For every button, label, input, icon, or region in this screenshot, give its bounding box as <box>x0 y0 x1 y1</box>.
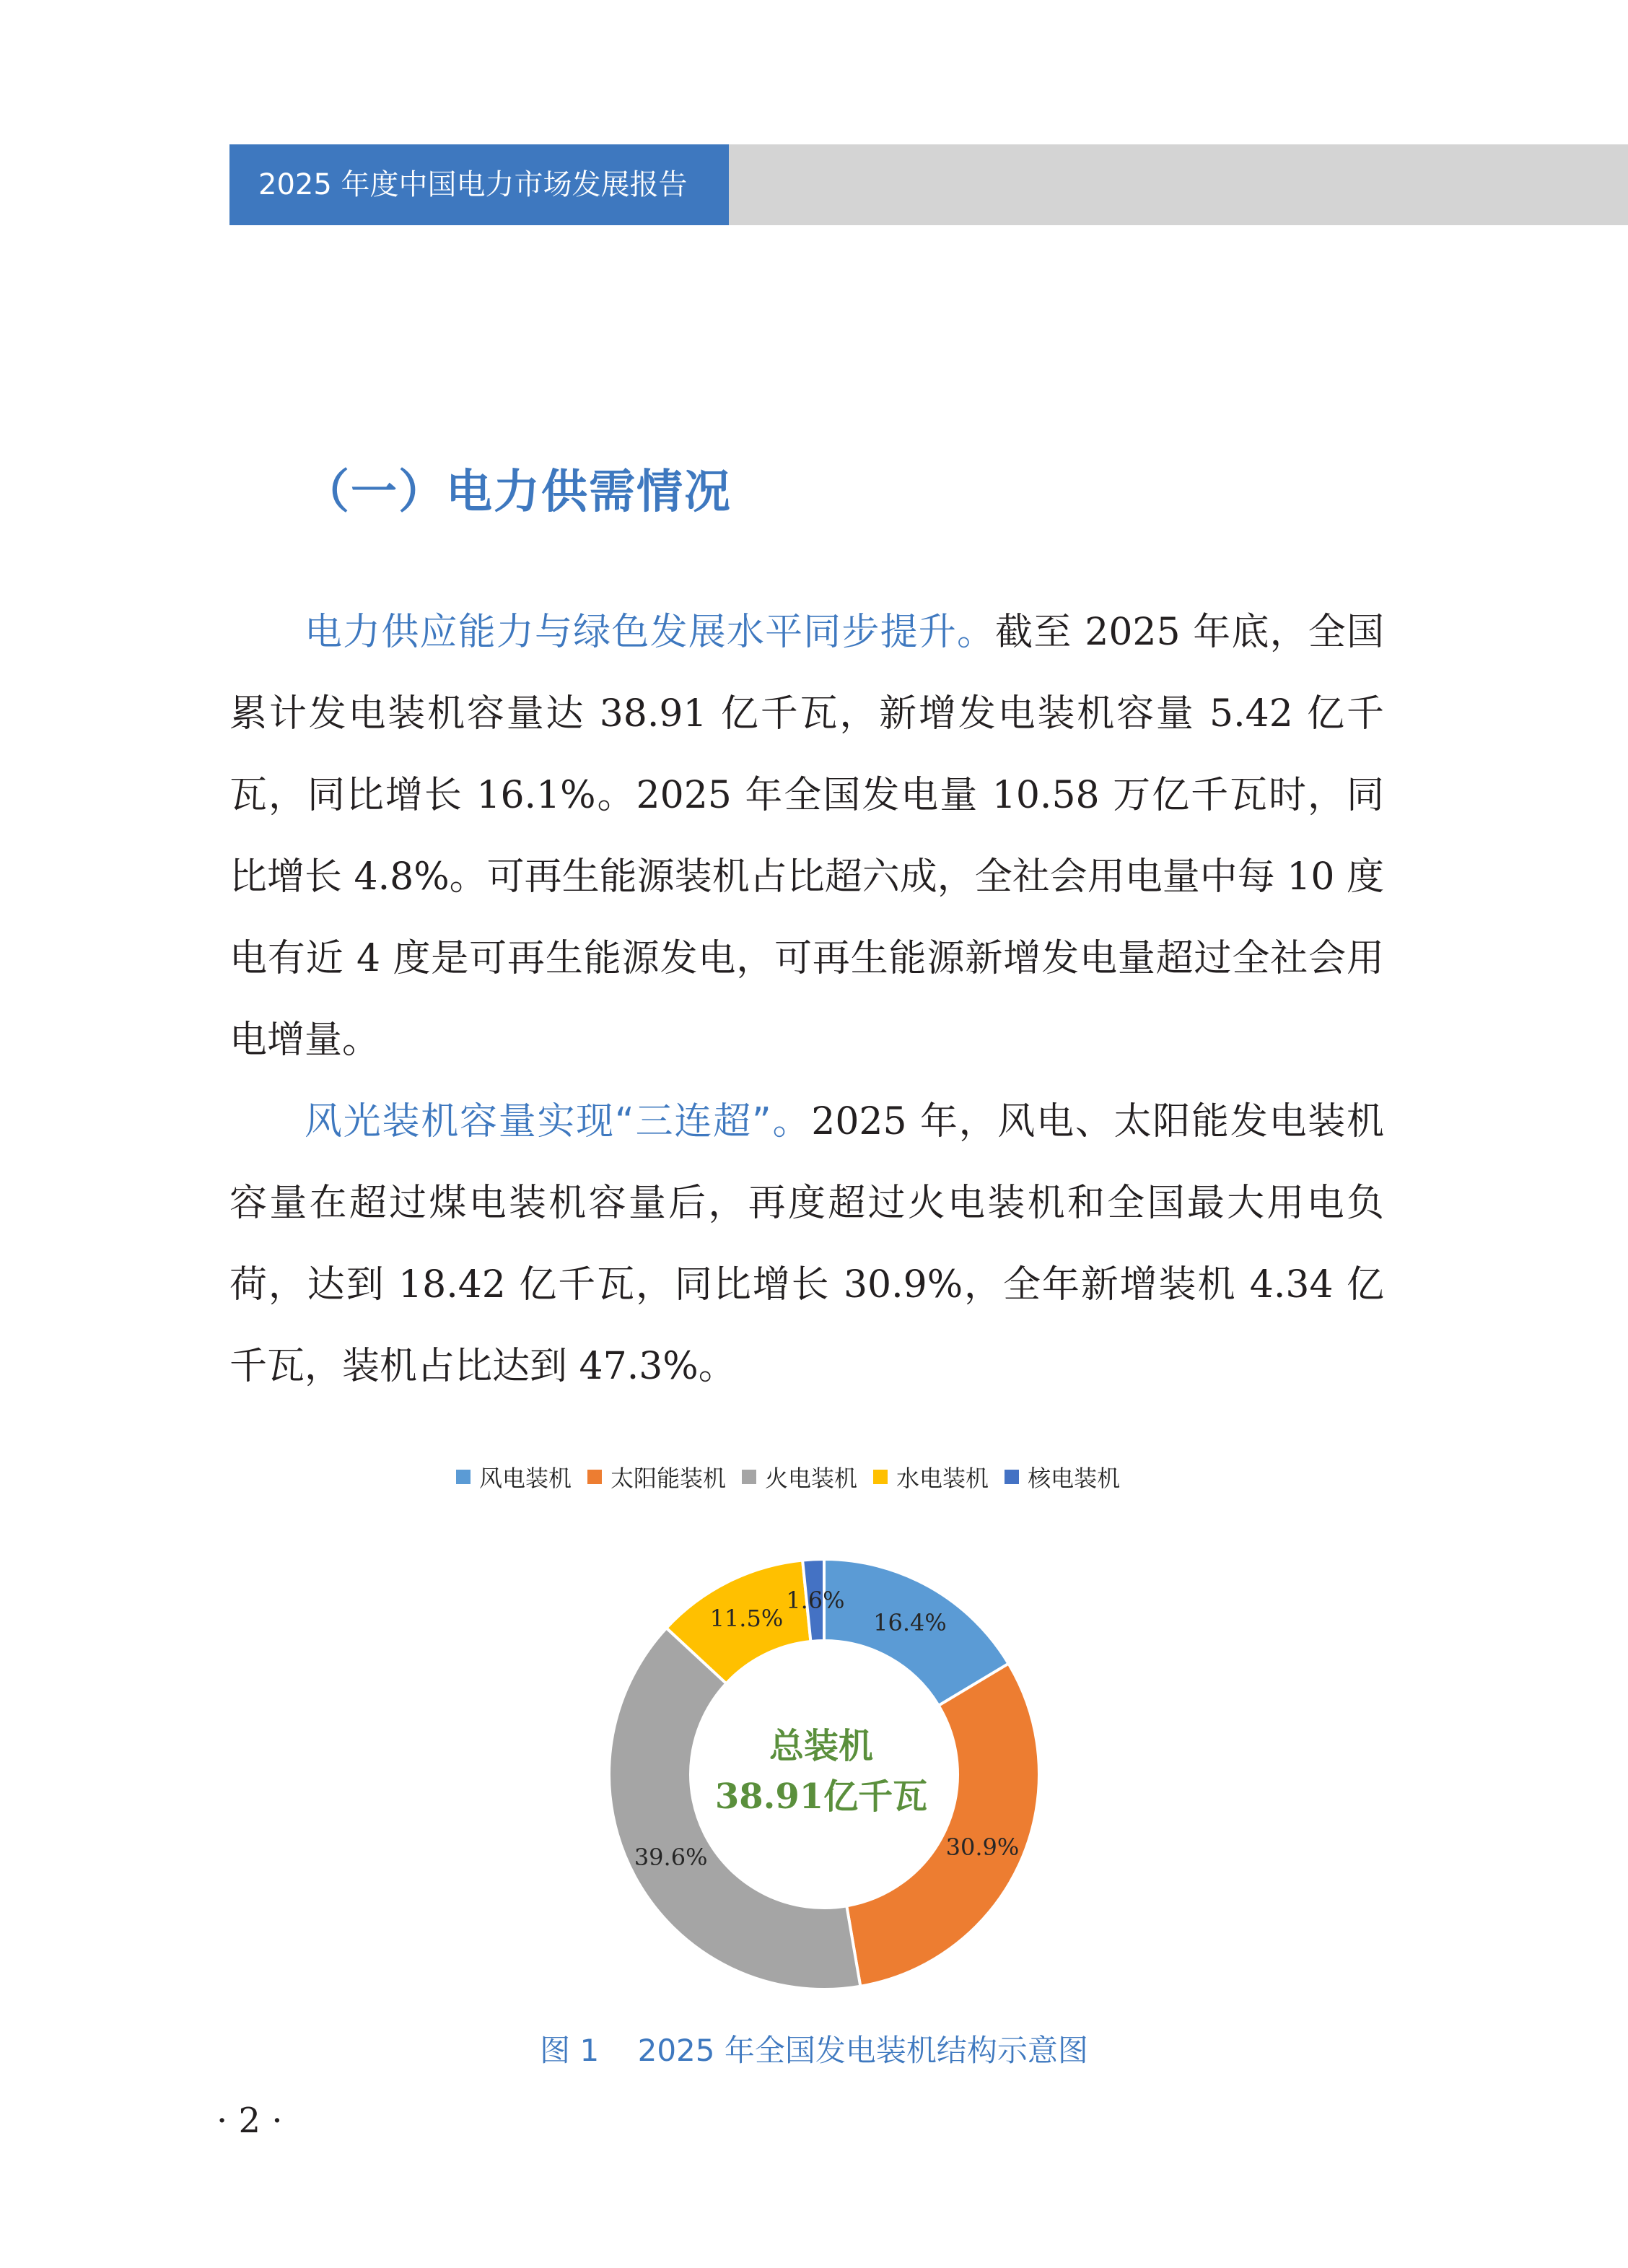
center-label-number: 38.91 <box>714 1776 824 1817</box>
report-header-title: 2025 年度中国电力市场发展报告 <box>229 144 729 225</box>
page-number: · 2 · <box>216 2101 283 2141</box>
legend-label: 核电装机 <box>1028 1465 1121 1492</box>
paragraph-text: 截至 2025 年底，全国累计发电装机容量达 38.91 亿千瓦，新增发电装机容量 5.42 亿千瓦，同比增长 16.1%。2025 年全国发电量 10.58 万亿千瓦时，同比增长 4.8%。可再生能源装机占比超六成，全社会用电量中每 10 度电有近 4 度是可再生能源发电，可再生能源新增发电量超过全社会用电增量。 <box>229 611 1384 1062</box>
slice-data-label: 16.4% <box>873 1608 947 1636</box>
slice-data-label: 11.5% <box>709 1604 784 1632</box>
center-label-unit: 亿千瓦 <box>823 1776 928 1817</box>
legend-label: 水电装机 <box>896 1465 989 1492</box>
slice-data-label: 39.6% <box>634 1844 708 1872</box>
legend-label: 风电装机 <box>479 1465 572 1492</box>
donut-slice-1 <box>846 1664 1039 1986</box>
legend-label: 火电装机 <box>765 1465 858 1492</box>
paragraph-text: 2025 年，风电、太阳能发电装机容量在超过煤电装机容量后，再度超过火电装机和全国最大用电负荷，达到 18.42 亿千瓦，同比增长 30.9%，全年新增装机 4.34 亿千瓦，装机占比达到 47.3%。 <box>229 1100 1384 1388</box>
slice-data-label: 1.6% <box>786 1586 845 1614</box>
center-label-total <box>686 1768 957 1818</box>
figure-caption: 图 1 2025 年全国发电装机结构示意图 <box>540 2033 1088 2068</box>
center-label-title: 总装机 <box>769 1726 873 1766</box>
section-title: （一）电力供需情况 <box>303 466 732 519</box>
paragraph-lead: 电力供应能力与绿色发展水平同步提升。 <box>305 611 996 654</box>
slice-data-label: 30.9% <box>945 1833 1020 1861</box>
paragraph-lead: 风光装机容量实现“三连超”。 <box>305 1100 812 1143</box>
legend-label: 太阳能装机 <box>610 1465 727 1492</box>
